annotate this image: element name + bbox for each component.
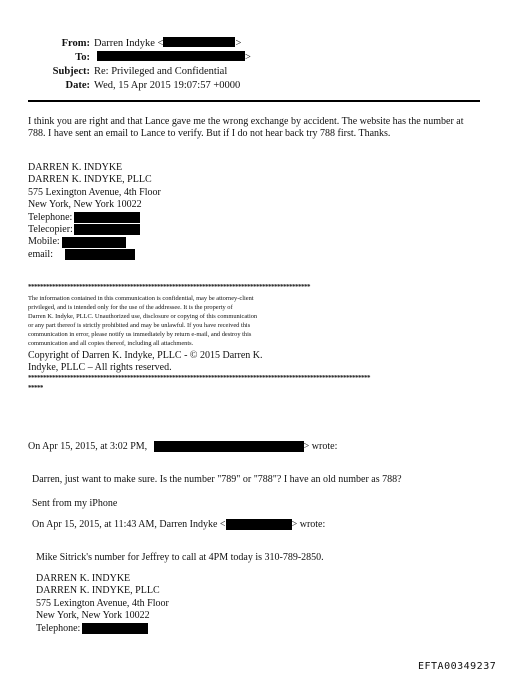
bates-number: EFTA00349237 [418, 661, 497, 672]
stars-divider-short: ***** [28, 384, 43, 392]
from-row: From: Darren Indyke < > [20, 33, 241, 51]
subject-value: Re: Privileged and Confidential [94, 66, 228, 77]
stars-divider-top: ********************************************************************************************** [28, 283, 310, 291]
header-divider [28, 100, 480, 102]
redaction-box [74, 212, 140, 223]
redaction-box [97, 51, 245, 61]
redaction-box [82, 623, 148, 634]
signature-firm: DARREN K. INDYKE, PLLC [28, 174, 152, 186]
signature-block [28, 162, 161, 261]
redaction-box [74, 224, 140, 235]
copyright-notice: Copyright of Darren K. Indyke, PLLC - © 2015 Darren K. Indyke, PLLC – All rights reserved. [28, 350, 263, 374]
from-value: Darren Indyke < [94, 38, 164, 49]
body-line-1: I think you are right and that Lance gave me the wrong exchange by accident. The website has the number at [28, 116, 464, 127]
quoted-message-2: Mike Sitrick's number for Jeffrey to call at 4PM today is 310-789-2850. [36, 552, 324, 563]
signature-address-1: 575 Lexington Avenue, 4th Floor [28, 186, 161, 198]
signature-mobile: Mobile: [28, 236, 161, 248]
to-row: To: > [20, 47, 251, 65]
stars-divider-long: ****************************************************************************************************************** [28, 374, 370, 382]
body-line-2: 788. I have sent an email to Lance to verify. But if I do not hear back try 788 first. Thanks. [28, 128, 391, 139]
date-row [20, 75, 240, 93]
signature-address-2: New York, New York 10022 [28, 199, 142, 211]
to-label: To: [75, 52, 90, 63]
from-label: From: [61, 38, 90, 49]
signature-telephone: Telephone: [28, 212, 161, 224]
signature-firm: DARREN K. INDYKE, PLLC [36, 585, 160, 597]
quote-header-1: On Apr 15, 2015, at 3:02 PM, > wrote: [28, 441, 338, 452]
quote-header-2: On Apr 15, 2015, at 11:43 AM, Darren Indyke < > wrote: [32, 519, 326, 530]
signature-telephone: Telephone: [36, 623, 169, 635]
signature-name: DARREN K. INDYKE [36, 573, 131, 584]
sent-from-line: Sent from my iPhone [32, 498, 118, 509]
redaction-box [65, 249, 135, 260]
date-value: Wed, 15 Apr 2015 19:07:57 +0000 [94, 80, 241, 91]
redaction-box [154, 441, 304, 452]
redaction-box [163, 37, 235, 47]
date-label: Date: [65, 80, 90, 91]
signature-address-2: New York, New York 10022 [36, 610, 150, 622]
signature-name: DARREN K. INDYKE [28, 162, 123, 173]
redaction-box [62, 237, 126, 248]
signature-email: email: [28, 249, 161, 261]
redaction-box [226, 519, 292, 530]
quoted-message-1: Darren, just want to make sure. Is the number "789" or "788"? I have an old number as 788? [32, 474, 402, 485]
signature-telecopier: Telecopier: [28, 224, 161, 236]
subject-label: Subject: [52, 66, 90, 77]
signature-address-1: 575 Lexington Avenue, 4th Floor [36, 597, 169, 609]
signature-block-2 [36, 573, 169, 635]
disclaimer-text: The information contained in this communication is confidential, may be attorney-client privileged, and is intended only for the use of the addressee. It is the property of Darren K. Indyke, PLLC. Unauthorized use, disclosure or copying of this communication or any part thereof is strictly prohibited and may be unlawful. If you have received this communication in error, please notify us immediately by return e-mail, and destroy this communication and all copies thereof, including all attachments. [28, 295, 258, 347]
